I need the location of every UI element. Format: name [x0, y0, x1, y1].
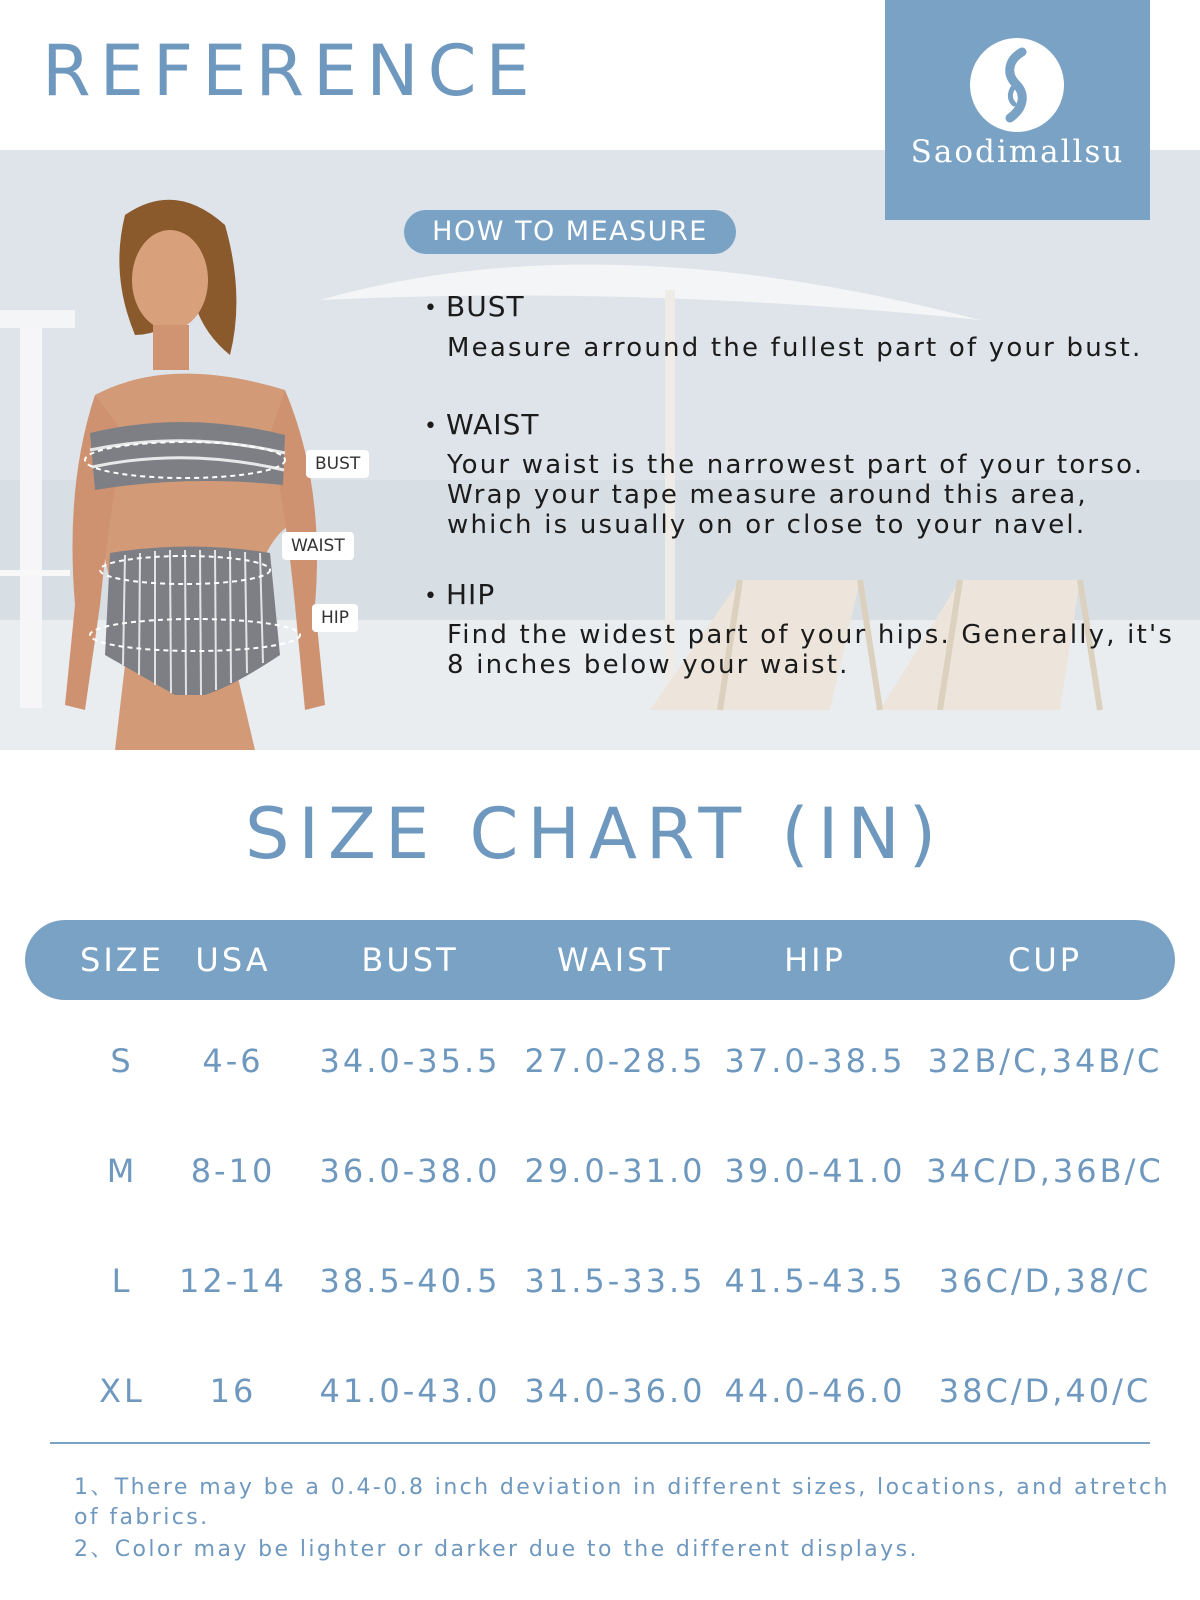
- table-cell: 44.0-46.0: [724, 1372, 906, 1410]
- hip-instruction: Find the widest part of your hips. Generally, it's 8 inches below your waist.: [447, 620, 1175, 680]
- table-row: [25, 1152, 1175, 1192]
- brand-mark-icon: [970, 38, 1064, 132]
- bust-instruction: Measure arround the fullest part of your bust.: [447, 333, 1143, 363]
- table-row: [25, 1372, 1175, 1412]
- hip-tag: HIP: [312, 604, 358, 632]
- column-header: HIP: [784, 941, 846, 979]
- table-cell: M: [106, 1152, 138, 1190]
- divider: [50, 1442, 1150, 1444]
- bust-heading: • BUST: [424, 290, 525, 323]
- table-cell: 31.5-33.5: [524, 1262, 706, 1300]
- table-cell: 34C/D,36B/C: [926, 1152, 1164, 1190]
- table-cell: 38.5-40.5: [319, 1262, 501, 1300]
- hip-heading: • HIP: [424, 578, 496, 611]
- size-chart-title: SIZE CHART (IN): [244, 793, 946, 875]
- table-cell: 34.0-35.5: [319, 1042, 501, 1080]
- table-row: [25, 1042, 1175, 1082]
- table-row: [25, 1262, 1175, 1302]
- column-header: CUP: [1007, 941, 1083, 979]
- footnote: 1、There may be a 0.4-0.8 inch deviation in different sizes, locations, and atretch of fabrics.: [74, 1475, 1170, 1530]
- bullet-icon: •: [424, 583, 438, 609]
- table-cell: 39.0-41.0: [724, 1152, 906, 1190]
- waist-tag: WAIST: [282, 532, 354, 560]
- table-cell: 38C/D,40/C: [938, 1372, 1152, 1410]
- table-cell: 29.0-31.0: [524, 1152, 706, 1190]
- bust-tag: BUST: [306, 450, 369, 478]
- table-cell: 36.0-38.0: [319, 1152, 501, 1190]
- bullet-icon: •: [424, 295, 438, 321]
- table-cell: S: [110, 1042, 134, 1080]
- table-cell: 12-14: [179, 1262, 287, 1300]
- column-header: SIZE: [80, 941, 164, 979]
- footnote: 2、Color may be lighter or darker due to the different displays.: [74, 1537, 919, 1562]
- page-title: REFERENCE: [42, 30, 539, 112]
- bullet-icon: •: [424, 413, 438, 439]
- measure-section: [0, 150, 1200, 750]
- column-header: WAIST: [556, 941, 674, 979]
- brand-logo: [885, 0, 1150, 220]
- table-cell: 32B/C,34B/C: [927, 1042, 1163, 1080]
- table-cell: 41.0-43.0: [319, 1372, 501, 1410]
- table-cell: 34.0-36.0: [524, 1372, 706, 1410]
- table-cell: 36C/D,38/C: [938, 1262, 1152, 1300]
- brand-name: Saodimallsu: [910, 134, 1125, 170]
- waist-instruction: Your waist is the narrowest part of your torso. Wrap your tape measure around this area, which is usually on or close to your navel.: [447, 450, 1145, 540]
- table-cell: 37.0-38.5: [724, 1042, 906, 1080]
- how-to-measure-heading: HOW TO MEASURE: [404, 210, 736, 254]
- table-cell: L: [111, 1262, 133, 1300]
- table-cell: 8-10: [190, 1152, 276, 1190]
- column-header: BUST: [361, 941, 459, 979]
- table-header: [25, 920, 1175, 1000]
- waist-heading: • WAIST: [424, 408, 540, 441]
- column-header: USA: [195, 941, 271, 979]
- table-cell: 41.5-43.5: [724, 1262, 906, 1300]
- table-cell: 16: [209, 1372, 257, 1410]
- table-cell: 27.0-28.5: [524, 1042, 706, 1080]
- model-figure: [55, 185, 345, 750]
- table-cell: XL: [99, 1372, 145, 1410]
- table-cell: 4-6: [202, 1042, 264, 1080]
